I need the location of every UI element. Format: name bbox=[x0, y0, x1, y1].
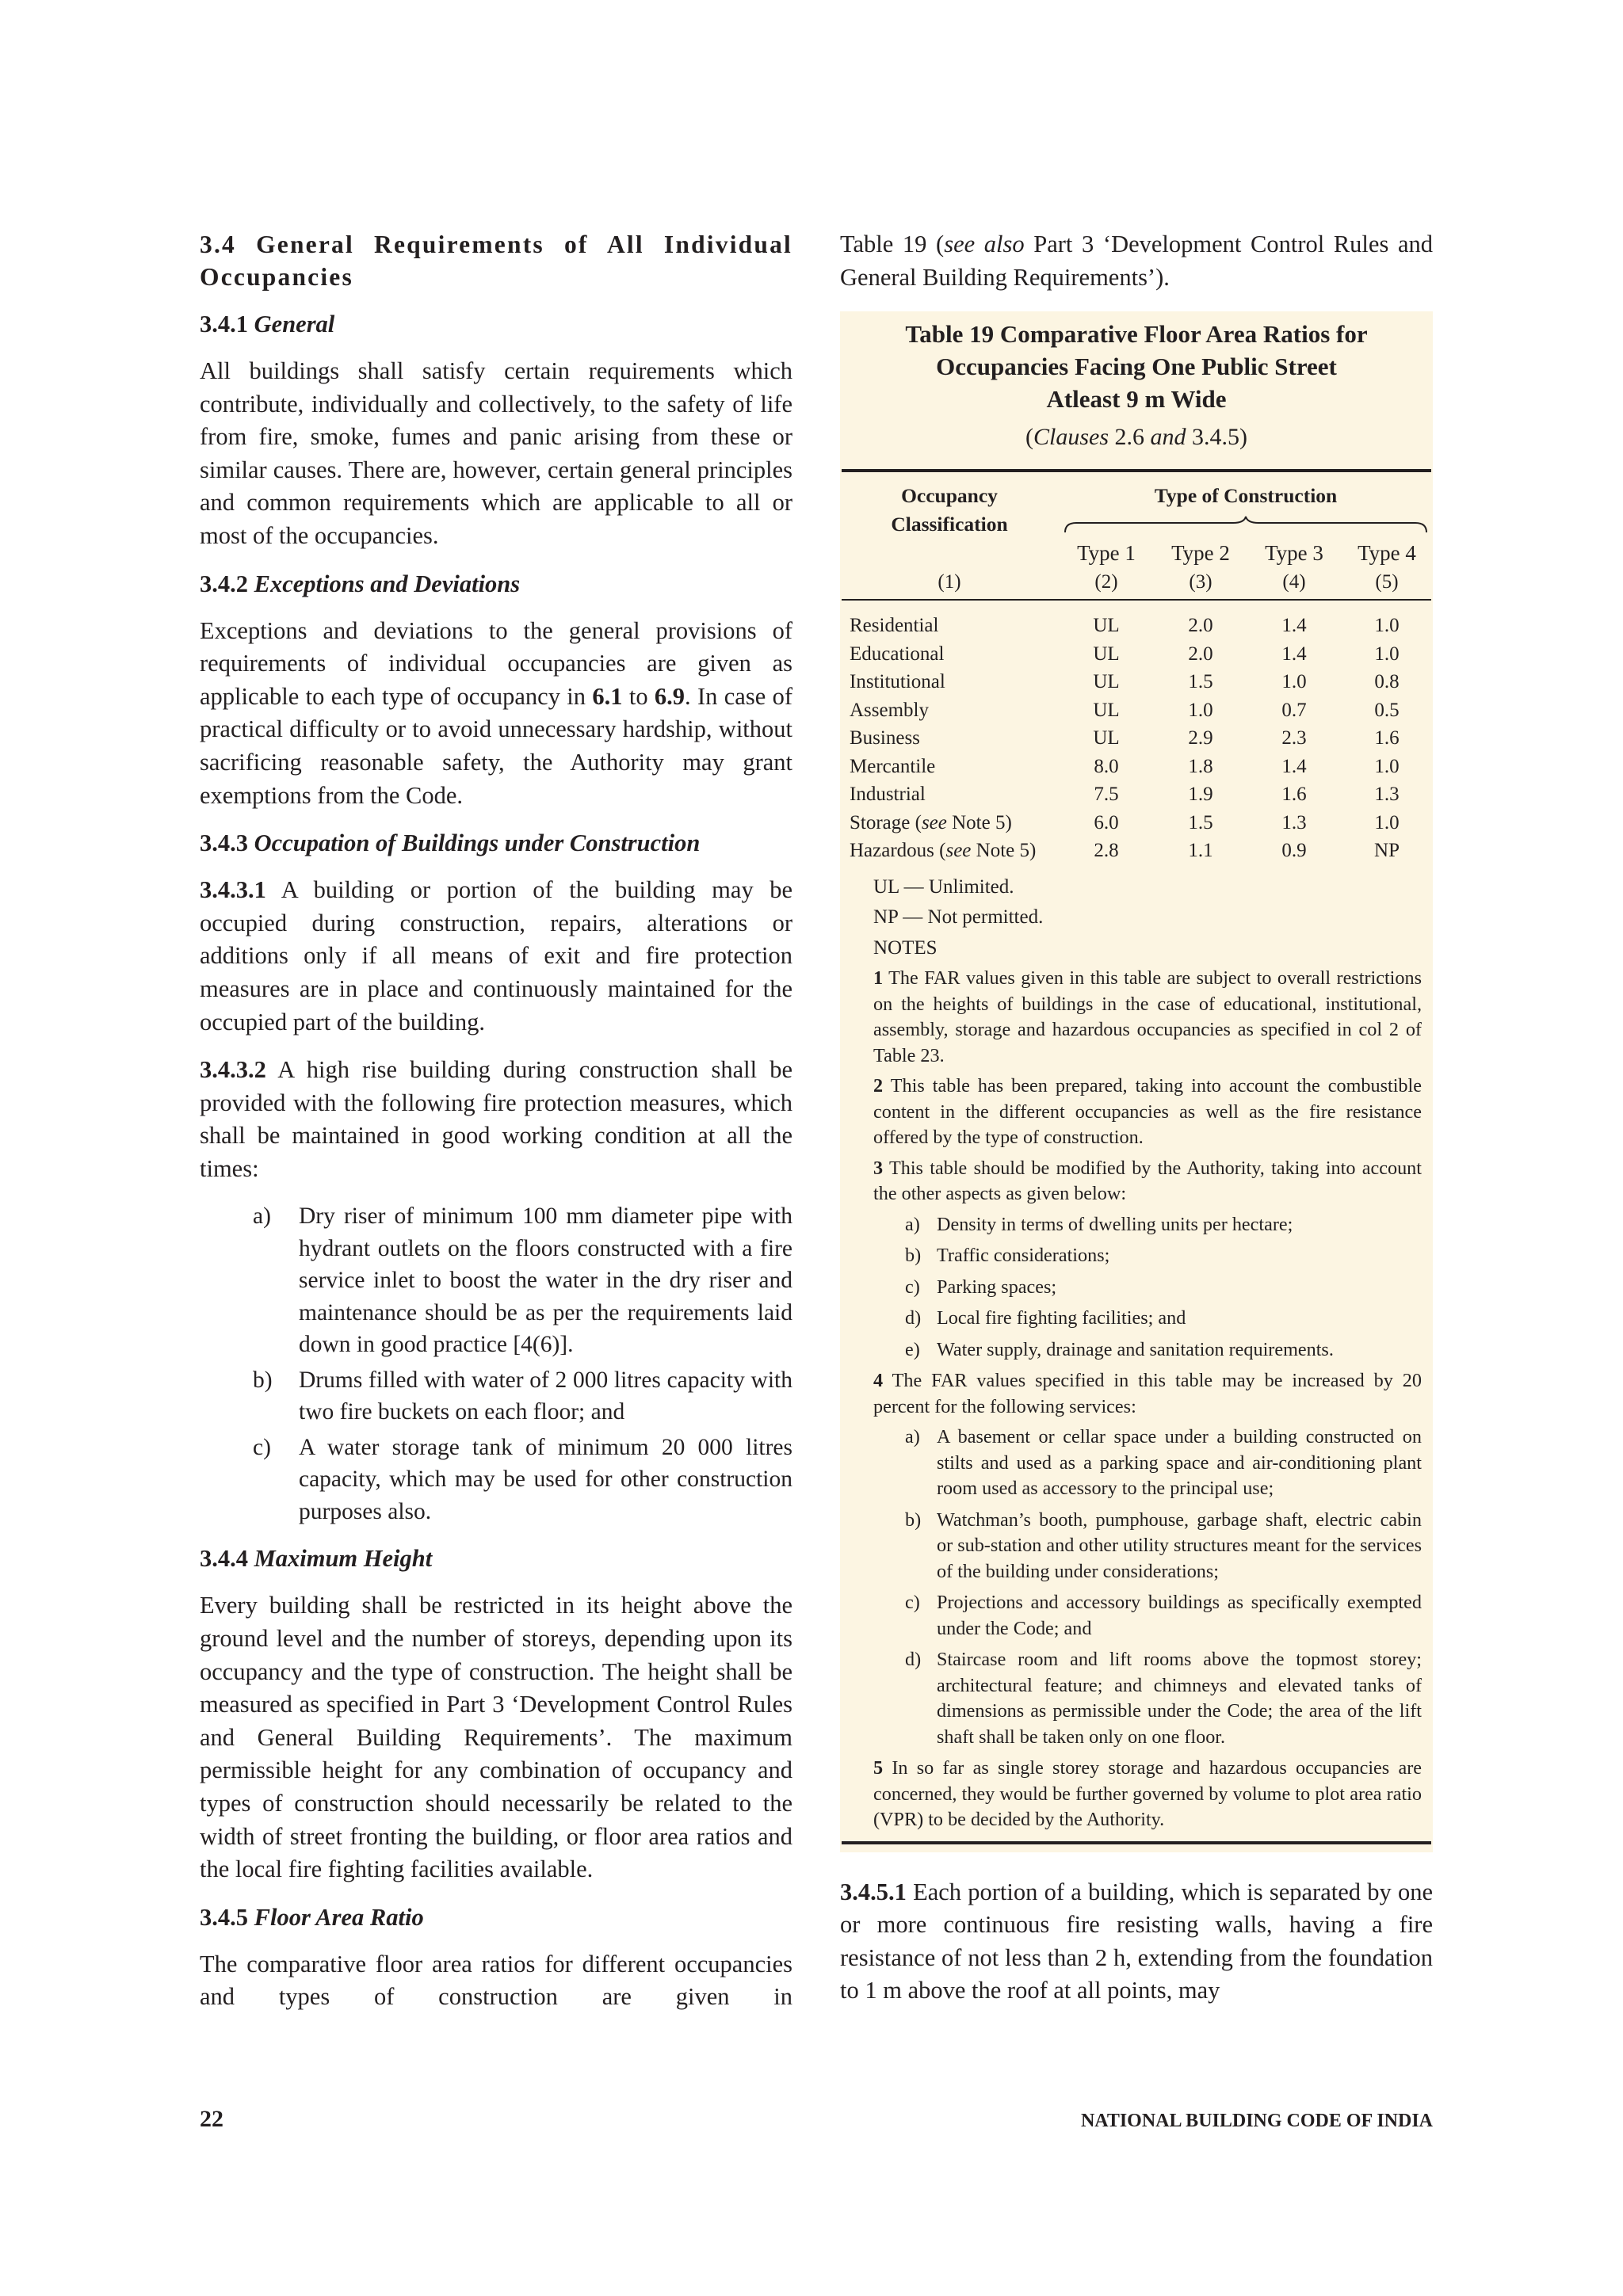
note-text: In so far as single storey storage and hazardous occupancies are concerned, they would be further governed by volume to plot area ratio (VPR) to be decided by the Authority. bbox=[873, 1757, 1422, 1831]
text-run: Business bbox=[850, 727, 920, 749]
far-value-cell: 1.0 bbox=[1374, 643, 1400, 665]
column-number: (4) bbox=[1282, 570, 1306, 593]
column-number-row bbox=[840, 568, 1433, 597]
column-number: (2) bbox=[1094, 570, 1118, 593]
far-value-cell: 1.6 bbox=[1281, 784, 1307, 806]
column-number: (5) bbox=[1375, 570, 1399, 593]
table-row bbox=[840, 612, 1433, 640]
far-value-cell: UL bbox=[1093, 727, 1120, 749]
section-heading-3-4: 3.4 General Requirements of All Individual Occupancies bbox=[200, 231, 792, 291]
note-number: 3 bbox=[873, 1157, 884, 1179]
list-marker: c) bbox=[253, 1434, 271, 1460]
table-caption bbox=[840, 318, 1433, 415]
clause-title: Floor Area Ratio bbox=[254, 1903, 424, 1931]
text-run: Hazardous ( bbox=[850, 840, 946, 862]
list-item bbox=[200, 1200, 792, 1361]
far-value-cell: 0.8 bbox=[1374, 671, 1400, 693]
far-value-cell: NP bbox=[1374, 840, 1400, 862]
subsection-heading-3-4-4 bbox=[200, 1543, 792, 1574]
header-text: Occupancy bbox=[901, 484, 998, 508]
list-item-text: Projections and accessory buildings as specifically exempted under the Code; and bbox=[937, 1592, 1422, 1639]
paragraph-3-4-4: Every building shall be restricted in its height above the ground level and the number of storeys, depending upon its occupancy and the type of construction. The height shall be measured as specified in Part 3 ‘Development Control Rules and General Building Requirements’. The maximum permissible height for any combination of occupancy and types of construction should necessarily be related to the width of street fronting the building, or floor area ratios and the local fire fighting facilities available. bbox=[200, 1592, 792, 1883]
note-number: 5 bbox=[873, 1757, 884, 1779]
note-3-item bbox=[873, 1243, 1422, 1269]
table-row bbox=[840, 696, 1433, 725]
text-run-italic: and bbox=[1150, 424, 1186, 451]
far-value-cell: 1.5 bbox=[1188, 671, 1213, 693]
list-marker: b) bbox=[253, 1367, 273, 1393]
far-value-cell: 1.0 bbox=[1281, 671, 1307, 693]
header-text: Classification bbox=[891, 512, 1008, 536]
far-value-cell: 1.0 bbox=[1374, 615, 1400, 637]
list-item-text: A basement or cellar space under a building constructed on stilts and used as a parking space and air-conditioning plant room used as accessory to the principal use; bbox=[937, 1426, 1422, 1500]
note-3 bbox=[873, 1156, 1422, 1207]
type-label: Type 1 bbox=[1077, 541, 1136, 566]
text-run: A high rise building during construction shall be provided with the following fire protection measures, which shall be maintained in good working condition at all the times: bbox=[200, 1056, 792, 1182]
far-value-cell: 0.7 bbox=[1281, 699, 1307, 721]
list-item-text: Traffic considerations; bbox=[937, 1245, 1110, 1267]
table-row bbox=[840, 809, 1433, 837]
occupancy-name bbox=[840, 780, 1059, 809]
caption-line: Atleast 9 m Wide bbox=[1046, 385, 1227, 414]
list-item-text: Staircase room and lift rooms above the topmost storey; architectural feature; and chimneys and elevated tanks of dimensions as permissible under the Code; the area of the lift shaft shall be taken only on one floor. bbox=[937, 1649, 1422, 1748]
text-run: Exceptions and deviations to the general provisions of requirements of individual occupancies are given as applicable to each type of occupancy in bbox=[200, 616, 792, 710]
header-text: Type of Construction bbox=[1154, 484, 1338, 508]
text-run: . In case of practical difficulty or to avoid unnecessary hardship, without sacrificing reasonable safety, the Authority may grant exemptions from the Code. bbox=[200, 682, 793, 809]
type-label: Type 2 bbox=[1171, 541, 1230, 566]
column-number: (3) bbox=[1189, 570, 1212, 593]
list-marker: d) bbox=[905, 1307, 922, 1329]
note-4-item bbox=[873, 1425, 1422, 1502]
text-run-italic: see bbox=[921, 811, 947, 833]
table-intro bbox=[840, 228, 1433, 294]
note-number: 1 bbox=[873, 967, 884, 990]
clause-title: General bbox=[254, 311, 335, 338]
far-value-cell: UL bbox=[1093, 615, 1120, 637]
clause-number: 3.4.5.1 bbox=[840, 1878, 907, 1905]
note-number: 2 bbox=[873, 1075, 884, 1097]
note-text: The FAR values given in this table are subject to overall restrictions on the heights of buildings in the case of educational, institutional, assembly, storage and hazardous occupancies as specified in col 2 of Table 23. bbox=[873, 967, 1422, 1066]
table-row bbox=[840, 640, 1433, 669]
table-row bbox=[840, 837, 1433, 865]
occupancy-name bbox=[840, 640, 1059, 669]
far-value-cell: 2.0 bbox=[1188, 615, 1213, 637]
text-run: Each portion of a building, which is separated by one or more continuous fire resisting walls, having a fire resistance of not less than 2 h, extending from the foundation to 1 m above the roof at all points, may bbox=[840, 1878, 1433, 2004]
list-item bbox=[200, 1364, 792, 1428]
occupancy-name bbox=[840, 837, 1059, 865]
fire-measures-list bbox=[200, 1200, 792, 1527]
clause-title: Occupation of Buildings under Construction bbox=[254, 830, 701, 857]
table-19-box bbox=[840, 311, 1433, 1852]
notes-title: NOTES bbox=[873, 936, 938, 959]
text-run: Storage ( bbox=[850, 811, 922, 833]
footer-title: NATIONAL BUILDING CODE OF INDIA bbox=[1080, 2111, 1433, 2131]
occupancy-name bbox=[840, 668, 1059, 696]
text-run: A building or portion of the building may be occupied during construction, repairs, alterations or additions only if all means of exit and fire protection measures are in place and continuously maintained for the occupied part of the building. bbox=[200, 876, 792, 1035]
table-row bbox=[840, 724, 1433, 753]
clause-number: 3.4.5 bbox=[200, 1903, 248, 1931]
text-run: Mercantile bbox=[850, 755, 936, 777]
text-run: 2.6 bbox=[1109, 424, 1151, 451]
far-value-cell: 1.9 bbox=[1188, 784, 1213, 806]
list-item-text: Parking spaces; bbox=[937, 1276, 1057, 1298]
table-row bbox=[840, 780, 1433, 809]
clause-ref: 6.1 bbox=[592, 682, 623, 710]
far-value-cell: 7.5 bbox=[1094, 784, 1119, 806]
table-clause-ref bbox=[840, 421, 1433, 453]
occupancy-header bbox=[840, 472, 1059, 538]
note-3-item bbox=[873, 1337, 1422, 1363]
far-table bbox=[840, 472, 1433, 865]
note-2 bbox=[873, 1074, 1422, 1151]
occupancy-name bbox=[840, 753, 1059, 781]
clause-number: 3.4.3.1 bbox=[200, 876, 266, 904]
list-marker: b) bbox=[905, 1245, 922, 1267]
type-label: Type 4 bbox=[1358, 541, 1416, 566]
abbreviation-np: NP — Not permitted. bbox=[873, 906, 1044, 929]
occupancy-name bbox=[840, 612, 1059, 640]
far-value-cell: 6.0 bbox=[1094, 811, 1119, 833]
caption-line: Table 19 Comparative Floor Area Ratios for bbox=[905, 320, 1368, 349]
table-row bbox=[840, 668, 1433, 696]
note-text: This table has been prepared, taking into account the combustible content in the different occupancies as well as the fire resistance offered by the type of construction. bbox=[873, 1075, 1422, 1149]
far-value-cell: UL bbox=[1093, 671, 1120, 693]
text-run: Residential bbox=[850, 615, 939, 637]
far-value-cell: 2.3 bbox=[1281, 727, 1307, 749]
clause-number: 3.4.1 bbox=[200, 311, 248, 338]
list-marker: b) bbox=[905, 1508, 922, 1531]
list-item-text: Watchman’s booth, pumphouse, garbage shaft, electric cabin or sub-station and other utility structures meant for the services of the building under considerations; bbox=[937, 1508, 1422, 1582]
note-4-item bbox=[873, 1590, 1422, 1642]
clause-number: 3.4.2 bbox=[200, 570, 248, 597]
note-1 bbox=[873, 966, 1422, 1069]
far-value-cell: 1.6 bbox=[1374, 727, 1400, 749]
far-value-cell: 1.4 bbox=[1281, 615, 1307, 637]
table-header-rule bbox=[842, 599, 1431, 601]
list-item-text: Local fire fighting facilities; and bbox=[937, 1307, 1186, 1329]
far-value-cell: UL bbox=[1093, 699, 1120, 721]
table-body bbox=[840, 612, 1433, 865]
list-marker: d) bbox=[905, 1649, 922, 1671]
list-marker: e) bbox=[905, 1338, 920, 1360]
far-value-cell: 1.0 bbox=[1188, 699, 1213, 721]
clause-ref: 6.9 bbox=[654, 682, 685, 710]
text-run: Educational bbox=[850, 643, 945, 665]
far-value-cell: 1.4 bbox=[1281, 755, 1307, 777]
list-marker: c) bbox=[905, 1592, 920, 1614]
text-run-italic: see also bbox=[944, 231, 1025, 257]
text-run-italic: Clauses bbox=[1033, 424, 1109, 451]
text-run: Note 5) bbox=[946, 811, 1012, 833]
subsection-heading-3-4-5 bbox=[200, 1901, 792, 1933]
far-value-cell: 1.8 bbox=[1188, 755, 1213, 777]
text-run: Table 19 ( bbox=[840, 231, 945, 257]
note-3-item bbox=[873, 1275, 1422, 1301]
type-of-construction-header bbox=[1059, 472, 1433, 538]
far-value-cell: 1.3 bbox=[1374, 784, 1400, 806]
text-run: Note 5) bbox=[971, 840, 1037, 862]
clause-number: 3.4.3.2 bbox=[200, 1056, 266, 1084]
far-value-cell: 1.5 bbox=[1188, 811, 1213, 833]
occupancy-name bbox=[840, 696, 1059, 725]
note-4-item bbox=[873, 1647, 1422, 1750]
list-marker: a) bbox=[905, 1426, 920, 1448]
subsection-heading-3-4-1 bbox=[200, 308, 792, 340]
clause-title: Maximum Height bbox=[254, 1545, 433, 1573]
far-value-cell: 2.8 bbox=[1094, 840, 1119, 862]
note-3-item bbox=[873, 1212, 1422, 1238]
text-run-italic: see bbox=[945, 840, 972, 862]
text-run: Part 3 ‘Development Control Rules and General Building Requirements’). bbox=[840, 231, 1433, 291]
paragraph-3-4-5-1 bbox=[840, 1876, 1433, 2008]
clause-title: Exceptions and Deviations bbox=[254, 570, 521, 597]
list-item-text: Drums filled with water of 2 000 litres capacity with two fire buckets on each floor; and bbox=[299, 1367, 792, 1425]
paragraph-3-4-3-2 bbox=[200, 1054, 792, 1185]
column-number: (1) bbox=[938, 570, 961, 593]
page-number: 22 bbox=[200, 2106, 223, 2132]
subsection-heading-3-4-3 bbox=[200, 827, 792, 859]
text-run: Industrial bbox=[850, 784, 926, 806]
far-value-cell: 2.9 bbox=[1188, 727, 1213, 749]
clause-number: 3.4.4 bbox=[200, 1545, 248, 1573]
list-marker: a) bbox=[253, 1203, 271, 1230]
text-run: ( bbox=[1025, 424, 1033, 451]
list-item bbox=[200, 1432, 792, 1528]
paragraph-3-4-3-1 bbox=[200, 874, 792, 1039]
table-row bbox=[840, 753, 1433, 781]
far-value-cell: 8.0 bbox=[1094, 755, 1119, 777]
far-value-cell: 1.0 bbox=[1374, 811, 1400, 833]
far-value-cell: 2.0 bbox=[1188, 643, 1213, 665]
list-item-text: A water storage tank of minimum 20 000 litres capacity, which may be used for other construction purposes also. bbox=[299, 1434, 792, 1524]
caption-line: Occupancies Facing One Public Street bbox=[936, 353, 1337, 381]
note-4-item bbox=[873, 1508, 1422, 1585]
table-notes bbox=[840, 865, 1433, 1833]
list-marker: c) bbox=[905, 1276, 920, 1298]
clause-number: 3.4.3 bbox=[200, 830, 248, 857]
text-run: Institutional bbox=[850, 671, 945, 693]
far-value-cell: UL bbox=[1093, 643, 1120, 665]
far-value-cell: 1.1 bbox=[1188, 840, 1213, 862]
abbreviation-ul: UL — Unlimited. bbox=[873, 875, 1014, 898]
right-column bbox=[840, 228, 1433, 2008]
far-value-cell: 0.5 bbox=[1374, 699, 1400, 721]
far-value-cell: 0.9 bbox=[1281, 840, 1307, 862]
brace-icon bbox=[1064, 515, 1428, 534]
table-header-row bbox=[840, 472, 1433, 538]
occupancy-name bbox=[840, 809, 1059, 837]
list-marker: a) bbox=[905, 1213, 920, 1235]
note-text: The FAR values specified in this table may be increased by 20 percent for the following services: bbox=[873, 1370, 1422, 1417]
far-value-cell: 1.3 bbox=[1281, 811, 1307, 833]
note-3-item bbox=[873, 1306, 1422, 1332]
occupancy-name bbox=[840, 724, 1059, 753]
type-label: Type 3 bbox=[1265, 541, 1323, 566]
text-run: Assembly bbox=[850, 699, 929, 721]
far-value-cell: 1.0 bbox=[1374, 755, 1400, 777]
paragraph-3-4-2 bbox=[200, 615, 792, 813]
list-item-text: Water supply, drainage and sanitation requirements. bbox=[937, 1338, 1334, 1360]
table-bottom-rule bbox=[842, 1841, 1431, 1844]
note-5 bbox=[873, 1756, 1422, 1833]
list-item-text: Density in terms of dwelling units per hectare; bbox=[937, 1213, 1293, 1235]
subsection-heading-3-4-2 bbox=[200, 568, 792, 600]
text-run: to bbox=[622, 682, 655, 710]
paragraph-3-4-5: The comparative floor area ratios for different occupancies and types of construction are given in bbox=[200, 1950, 792, 2011]
note-number: 4 bbox=[873, 1370, 884, 1392]
paragraph-3-4-1: All buildings shall satisfy certain requirements which contribute, individually and collectively, to the safety of life from fire, smoke, fumes and panic arising from these or similar causes. There are, however, certain general principles and common requirements which are applicable to all or most of the occupancies. bbox=[200, 357, 792, 549]
list-item-text: Dry riser of minimum 100 mm diameter pipe with hydrant outlets on the floors constructed with a fire service inlet to boost the water in the dry riser and maintenance should be as per the requirements laid down in good practice [4(6)]. bbox=[299, 1203, 792, 1358]
far-value-cell: 1.4 bbox=[1281, 643, 1307, 665]
left-column bbox=[200, 228, 792, 2014]
note-4 bbox=[873, 1368, 1422, 1420]
note-text: This table should be modified by the Authority, taking into account the other aspects as given below: bbox=[873, 1157, 1422, 1205]
type-labels-row bbox=[840, 538, 1433, 568]
text-run: 3.4.5) bbox=[1186, 424, 1247, 451]
